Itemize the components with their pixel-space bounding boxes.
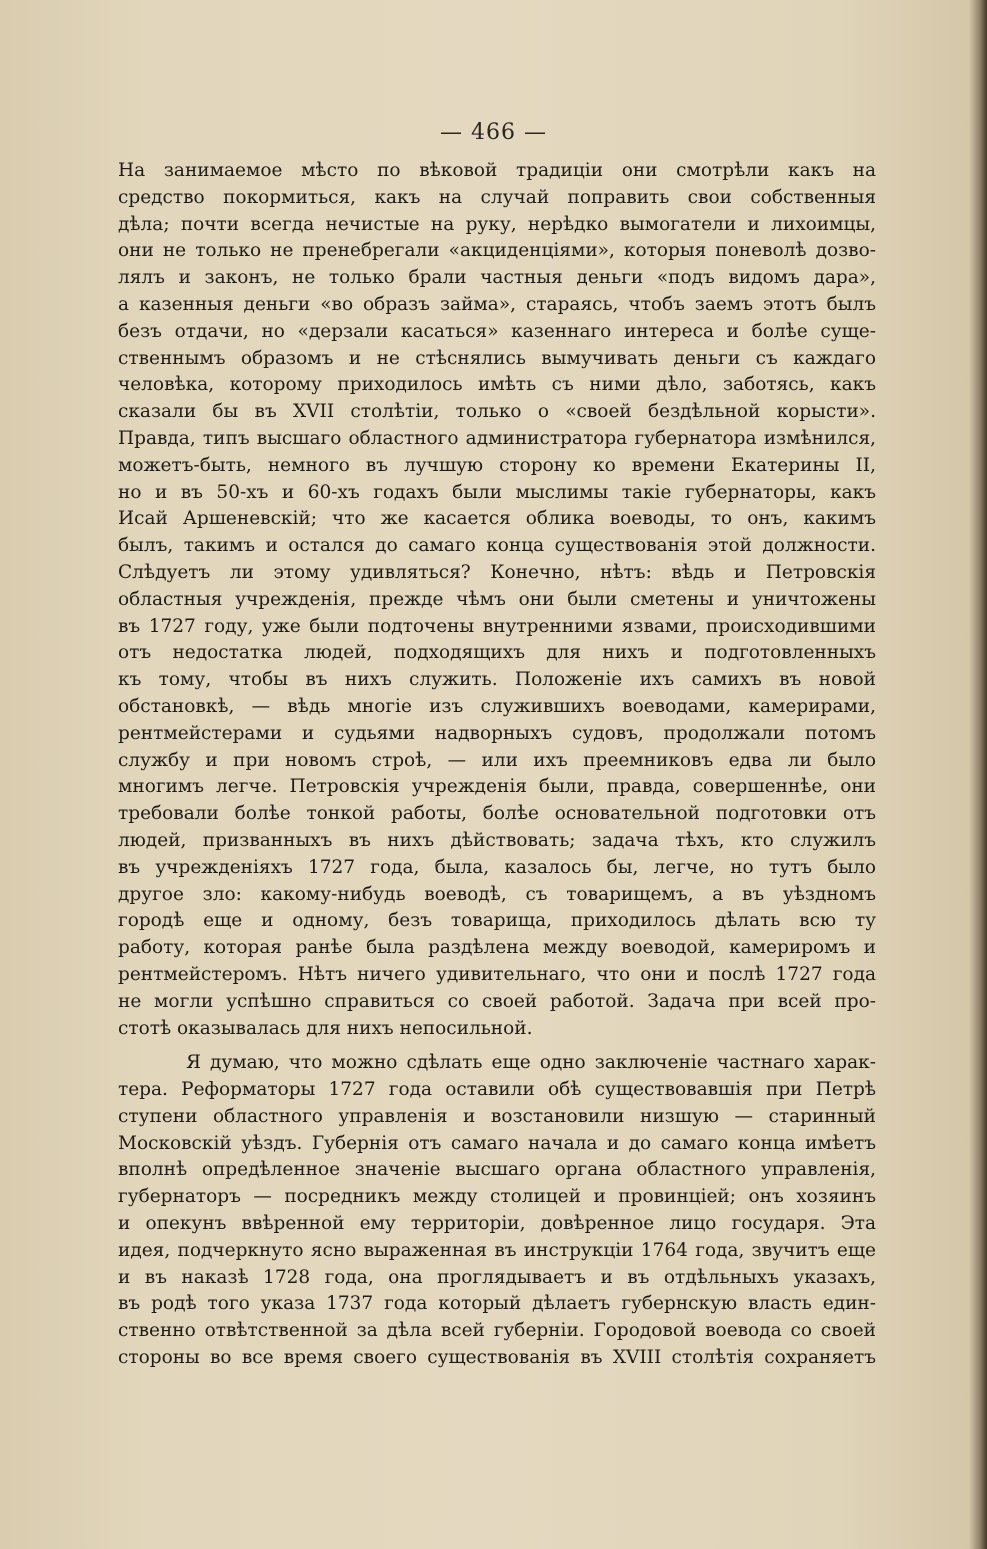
text-line: въ 1727 году, уже были подточены внутренними язвами, происходившими (118, 615, 876, 637)
text-line: не могли успѣшно справиться со своей работой. Задача при всей про- (118, 990, 876, 1012)
text-line: лялъ и законъ, не только брали частныя деньги «подъ видомъ дара», (118, 267, 876, 289)
page-number: — 466 — (440, 120, 547, 145)
text-line: другое зло: какому-нибудь воеводѣ, съ товарищемъ, а въ уѣздномъ (118, 883, 876, 905)
text-line: ственно отвѣтственной за дѣла всей губернiи. Городовой воевода со своей (118, 1320, 876, 1342)
text-line: тера. Реформаторы 1727 года оставили обѣ существовавшiя при Петрѣ (118, 1079, 876, 1101)
text-line: обстановкѣ, — вѣдь многiе изъ служившихъ воеводами, камерирами, (118, 695, 876, 717)
text-line: они не только не пренебрегали «акциденцiями», которыя поневолѣ дозво- (118, 240, 876, 262)
text-line: работу, которая ранѣе была раздѣлена между воеводой, камериромъ и (118, 937, 876, 959)
text-line: рентмейстеромъ. Нѣтъ ничего удивительнаго, что они и послѣ 1727 года (118, 963, 876, 985)
text-line: но и въ 50-хъ и 60-хъ годахъ были мыслимы такiе губернаторы, какъ (118, 481, 876, 503)
text-line: къ тому, чтобы въ нихъ служить. Положенiе ихъ самихъ въ новой (118, 669, 876, 691)
text-line: людей, призванныхъ въ нихъ дѣйствовать; задача тѣхъ, кто служилъ (118, 829, 876, 851)
paragraph-gap (118, 1042, 876, 1050)
text-line: рентмейстерами и судьями надворныхъ судовъ, продолжали потомъ (118, 722, 876, 744)
text-line: требовали болѣе тонкой работы, болѣе основательной подготовки отъ (118, 803, 876, 825)
text-line: многимъ легче. Петровскiя учрежденiя были, правда, совершеннѣе, они (118, 776, 876, 798)
text-line: ступени областного управленiя и возстановили низшую — старинный (118, 1105, 876, 1127)
text-line: и опекунъ ввѣренной ему территорiи, довѣренное лицо государя. Эта (118, 1213, 876, 1235)
text-line: а казенныя деньги «во образъ займа», стараясь, чтобъ заемъ этотъ былъ (118, 293, 876, 315)
paragraph-2 (118, 1050, 876, 1372)
text-line: и въ наказѣ 1728 года, она проглядываетъ и въ отдѣльныхъ указахъ, (118, 1266, 876, 1288)
text-line: На занимаемое мѣсто по вѣковой традицiи они смотрѣли какъ на (118, 160, 876, 181)
text-line: былъ, такимъ и остался до самаго конца существованiя этой должности. (118, 535, 876, 557)
text-line: человѣка, которому приходилось имѣть съ ними дѣло, заботясь, какъ (118, 374, 876, 396)
text-line: Исай Аршеневскiй; что же касается облика воеводы, то онъ, какимъ (118, 508, 876, 530)
text-line: можетъ-быть, немного въ лучшую сторону ко времени Екатерины II, (118, 454, 876, 476)
text-line: вполнѣ опредѣленное значенiе высшаго органа областного управленiя, (118, 1159, 876, 1181)
text-line: Правда, типъ высшаго областного администратора губернатора измѣнился, (118, 427, 876, 449)
text-line: ственнымъ образомъ и не стѣснялись вымучивать деньги съ каждаго (118, 347, 876, 369)
text-line: сказали бы въ XVII столѣтiи, только о «своей бездѣльной корысти». (118, 401, 876, 423)
text-line: губернаторъ — посредникъ между столицей и провинцiей; онъ хозяинъ (118, 1186, 876, 1208)
text-line: Московскiй уѣздъ. Губернiя отъ самаго начала и до самаго конца имѣетъ (118, 1132, 876, 1154)
text-line: стотѣ оказывалась для нихъ непосильной. (118, 1017, 533, 1039)
text-line: Я думаю, что можно сдѣлать еще одно заключенiе частнаго харак- (186, 1052, 876, 1074)
text-line: въ родѣ того указа 1737 года который дѣлаетъ губернскую власть един- (118, 1293, 876, 1315)
text-line: областныя учрежденiя, прежде чѣмъ они были сметены и уничтожены (118, 588, 876, 610)
text-line: стороны во все время своего существованiя въ XVIII столѣтiя сохраняетъ (118, 1347, 876, 1369)
text-line: Слѣдуетъ ли этому удивляться? Конечно, нѣтъ: вѣдь и Петровскiя (118, 561, 876, 583)
text-line: безъ отдачи, но «дерзали касаться» казеннаго интереса и болѣе суще- (118, 320, 876, 342)
page-binding-shadow (969, 0, 987, 1549)
text-line: службу и при новомъ строѣ, — или ихъ преемниковъ едва ли было (118, 749, 876, 771)
text-line: средство покормиться, какъ на случай поправить свои собственныя (118, 186, 876, 208)
body-text (118, 158, 876, 1372)
text-line: идея, подчеркнуто ясно выраженная въ инструкцiи 1764 года, звучитъ еще (118, 1239, 876, 1261)
text-line: отъ недостатка людей, подходящихъ для нихъ и подготовленныхъ (118, 642, 876, 664)
text-line: городѣ еще и одному, безъ товарища, приходилось дѣлать всю ту (118, 910, 876, 932)
text-line: дѣла; почти всегда нечистые на руку, нерѣдко вымогатели и лихоимцы, (118, 213, 876, 235)
text-line: въ учрежденiяхъ 1727 года, была, казалось бы, легче, но тутъ было (118, 856, 876, 878)
paragraph-1 (118, 158, 876, 1042)
